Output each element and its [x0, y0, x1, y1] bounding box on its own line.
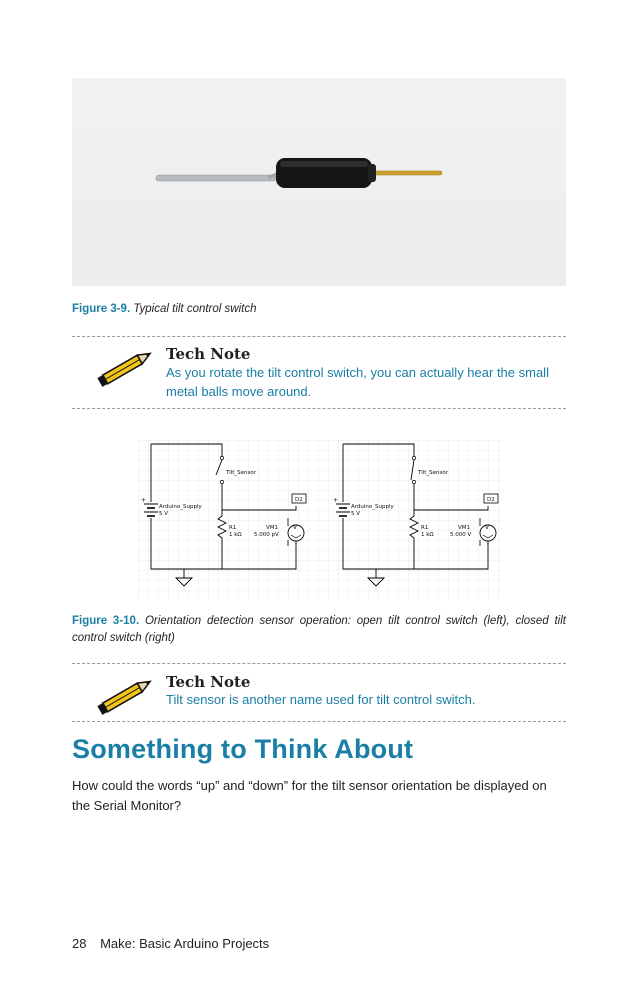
- right-pin-label: D2: [487, 497, 495, 503]
- left-resistor-label: R1: [229, 525, 237, 531]
- book-title: Make: Basic Arduino Projects: [100, 936, 270, 951]
- right-resistor-label: R1: [421, 525, 429, 531]
- pencil-icon: [92, 348, 158, 388]
- section-body: How could the words “up” and “down” for the tilt sensor orientation be displayed on the Serial Monitor?: [72, 778, 547, 813]
- tilt-switch-photo: [72, 78, 566, 286]
- figure-label: Figure 3-10.: [72, 615, 140, 627]
- figure-caption-text: Typical tilt control switch: [133, 303, 257, 315]
- right-supply-voltage: 5 V: [351, 511, 361, 517]
- left-meter-symbol: V: [293, 524, 298, 531]
- section-heading: Something to Think About: [72, 734, 414, 764]
- note-divider-top: [72, 336, 566, 337]
- tech-note-title: Tech Note: [166, 673, 251, 691]
- tilt-switch-image: [72, 78, 566, 286]
- svg-text:+: +: [333, 497, 339, 504]
- right-switch-label: Tilt_Sensor: [418, 470, 449, 476]
- tech-note-title: Tech Note: [166, 345, 251, 363]
- tech-note-body: As you rotate the tilt control switch, you can actually hear the small metal balls move around.: [166, 365, 549, 399]
- grid-background: [138, 440, 502, 598]
- figure-label: Figure 3-9.: [72, 303, 131, 315]
- pencil-icon: [92, 676, 158, 716]
- note-divider-top: [72, 663, 566, 664]
- orientation-circuit-diagram: [138, 440, 502, 598]
- figure-3-9-caption: [72, 301, 257, 318]
- right-meter-label: VM1: [458, 525, 471, 531]
- page-footer: [72, 936, 269, 951]
- note-divider-bottom: [72, 721, 566, 722]
- right-meter-reading: 5.000 V: [450, 532, 472, 538]
- figure-caption-text: Orientation detection sensor operation: open tilt control switch (left), closed tilt control switch (right): [72, 615, 566, 644]
- left-resistor-value: 1 kΩ: [229, 532, 242, 538]
- left-pin-label: D2: [295, 497, 303, 503]
- left-meter-label: VM1: [266, 525, 279, 531]
- right-meter-symbol: V: [485, 524, 490, 531]
- svg-text:+: +: [141, 497, 147, 504]
- left-meter-reading: 5.000 pV: [254, 532, 279, 538]
- left-supply-voltage: 5 V: [159, 511, 169, 517]
- right-supply-label: Arduino_Supply: [351, 504, 394, 510]
- figure-3-10-caption: [72, 613, 566, 647]
- tech-note-body: Tilt sensor is another name used for tilt control switch.: [166, 692, 476, 707]
- right-resistor-value: 1 kΩ: [421, 532, 434, 538]
- page-number: 28: [72, 936, 87, 951]
- left-supply-label: Arduino_Supply: [159, 504, 202, 510]
- note-divider-bottom: [72, 408, 566, 409]
- left-switch-label: Tilt_Sensor: [226, 470, 257, 476]
